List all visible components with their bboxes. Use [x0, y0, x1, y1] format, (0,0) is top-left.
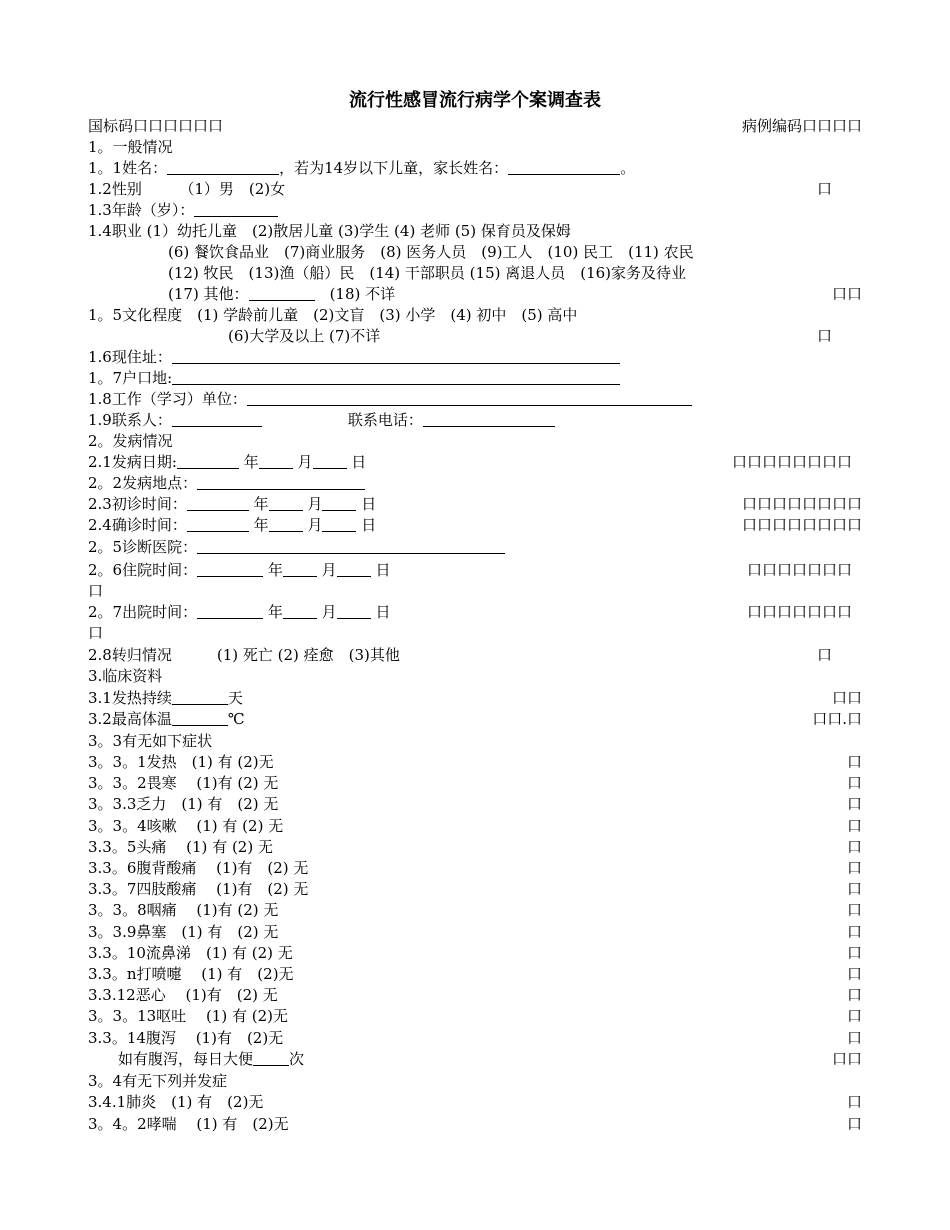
diarrhea-frequency-row: 如有腹泻，每日大便 次 [118, 1050, 305, 1068]
symptom-row-box[interactable]: 口 [846, 1007, 862, 1026]
complication-row-box[interactable]: 口 [846, 1093, 862, 1111]
occupation-row-3: (12) 牧民 (13)渔（船）民 (14) 干部职员 (15) 离退人员 (16)家务及待业 [168, 264, 687, 282]
sex-box[interactable]: 口 [816, 180, 832, 198]
confirm-box[interactable]: 口口口口口口口口 [741, 516, 862, 534]
outcome-row: 2.8转归情况 (1) 死亡 (2) 痊愈 (3)其他 [88, 646, 400, 664]
hospital-field[interactable] [197, 538, 505, 554]
symptom-row: 3。3.3乏力 (1) 有 (2) 无 [88, 795, 279, 814]
phone-field[interactable] [423, 411, 555, 427]
symptom-row-box[interactable]: 口 [846, 943, 862, 962]
workplace-row: 1.8工作（学习）单位： [88, 389, 692, 410]
symptom-row: 3.3。n打喷嚏 (1) 有 (2)无 [88, 965, 294, 983]
symptom-row: 3.3。6腹背酸痛 (1)有 (2) 无 [88, 859, 309, 877]
occupation-row-1: 1.4职业 (1）幼托儿童 (2)散居儿童 (3)学生 (4) 老师 (5) 保育员及保姆 [88, 222, 571, 240]
hukou-row: 1。7户口地: [88, 368, 620, 389]
address-row: 1.6现住址： [88, 347, 620, 368]
section-1-heading: 1。一般情况 [88, 138, 173, 156]
onset-date-row: 2.1发病日期: 年 月 日 [88, 453, 367, 471]
occupation-box[interactable]: 口口 [831, 285, 862, 303]
discharge-box[interactable]: 口口口口口口口 [746, 603, 852, 621]
discharge-row: 2。7出院时间： 年 月 日 [88, 603, 391, 621]
symptom-row: 3。3。8咽痛 (1)有 (2) 无 [88, 901, 279, 920]
symptom-row-box[interactable]: 口 [846, 859, 862, 877]
admission-box[interactable]: 口口口口口口口 [746, 561, 852, 579]
symptom-row-box[interactable]: 口 [846, 880, 862, 899]
complications-heading: 3。4有无下列并发症 [88, 1072, 228, 1090]
education-row-1: 1。5文化程度 (1) 学龄前儿童 (2)文盲 (3) 小学 (4) 初中 (5) 高中 [88, 306, 578, 324]
symptom-row: 3。3。2畏寒 (1)有 (2) 无 [88, 774, 279, 793]
symptom-row: 3。3.9鼻塞 (1) 有 (2) 无 [88, 922, 279, 941]
outcome-box[interactable]: 口 [816, 646, 832, 664]
form-title: 流行性感冒流行病学个案调查表 [349, 90, 601, 111]
first-visit-row: 2.3初诊时间： 年 月 日 [88, 495, 377, 513]
complication-row: 3。4。2哮喘 (1) 有 (2)无 [88, 1114, 289, 1133]
symptom-row: 3。3。4咳嗽 (1) 有 (2) 无 [88, 816, 284, 835]
education-box[interactable]: 口 [816, 327, 832, 345]
symptom-row: 3。3。1发热 (1) 有 (2)无 [88, 753, 274, 771]
occupation-row-4: (17) 其他： (18) 不详 [168, 285, 396, 303]
occupation-other-field[interactable] [249, 285, 315, 301]
symptom-row-box[interactable]: 口 [846, 965, 862, 983]
diarrhea-frequency-field[interactable] [253, 1050, 289, 1066]
contact-field[interactable] [172, 411, 262, 427]
symptom-row-box[interactable]: 口 [846, 1028, 862, 1047]
onset-place-row: 2。2发病地点： [88, 473, 365, 494]
symptom-row-box[interactable]: 口 [846, 816, 862, 835]
max-temp-row: 3.2最高体温 ℃ [88, 710, 245, 728]
complication-row-box[interactable]: 口 [846, 1114, 862, 1133]
section-3-heading: 3.临床资料 [88, 667, 163, 685]
education-row-2: (6)大学及以上 (7)不详 [228, 327, 381, 345]
age-field[interactable] [194, 201, 278, 217]
symptom-row: 3.3。14腹泻 (1)有 (2)无 [88, 1028, 284, 1047]
complication-row: 3.4.1肺炎 (1) 有 (2)无 [88, 1093, 264, 1111]
symptom-row-box[interactable]: 口 [846, 795, 862, 814]
symptom-row: 3.3.12恶心 (1)有 (2) 无 [88, 986, 278, 1005]
fever-days-row: 3.1发热持续 天 [88, 689, 243, 707]
max-temp-field[interactable] [172, 710, 228, 726]
symptom-row-box[interactable]: 口 [846, 753, 862, 771]
section-2-heading: 2。发病情况 [88, 432, 173, 450]
symptom-row: 3。3。13呕吐 (1) 有 (2)无 [88, 1007, 288, 1026]
discharge-box-wrap[interactable]: 口 [88, 624, 104, 642]
diarrhea-frequency-box[interactable]: 口口 [831, 1050, 862, 1068]
onset-date-box[interactable]: 口口口口口口口口 [731, 453, 852, 471]
workplace-field[interactable] [247, 390, 692, 406]
name-row: 1。1姓名： ，若为14岁以下儿童，家长姓名： 。 [88, 159, 636, 177]
address-field[interactable] [172, 348, 620, 364]
symptom-row: 3.3。10流鼻涕 (1) 有 (2) 无 [88, 943, 293, 962]
hospital-row: 2。5诊断医院： [88, 537, 505, 558]
symptom-row-box[interactable]: 口 [846, 901, 862, 920]
confirm-row: 2.4确诊时间： 年 月 日 [88, 516, 377, 534]
case-number: 病例编码口口口口 [741, 117, 862, 135]
fever-days-field[interactable] [172, 689, 228, 705]
symptom-row-box[interactable]: 口 [846, 986, 862, 1005]
admission-box-wrap[interactable]: 口 [88, 582, 104, 600]
occupation-row-2: (6) 餐饮食品业 (7)商业服务 (8) 医务人员 (9)工人 (10) 民工 (11) 农民 [168, 243, 694, 261]
name-label: 1。1姓名： [88, 159, 168, 177]
national-code: 国标码口口口口口口 [88, 117, 224, 135]
fever-days-box[interactable]: 口口 [831, 689, 862, 707]
symptom-row: 3.3。7四肢酸痛 (1)有 (2) 无 [88, 880, 309, 899]
max-temp-box[interactable]: 口口.口 [812, 710, 862, 728]
hukou-field[interactable] [172, 369, 620, 385]
symptom-row-box[interactable]: 口 [846, 774, 862, 793]
symptoms-heading: 3。3有无如下症状 [88, 732, 213, 750]
symptom-row: 3.3。5头痛 (1) 有 (2) 无 [88, 837, 273, 856]
first-visit-box[interactable]: 口口口口口口口口 [741, 495, 862, 513]
symptom-row-box[interactable]: 口 [846, 922, 862, 941]
guardian-label: ，若为14岁以下儿童，家长姓名： [279, 159, 509, 177]
onset-place-field[interactable] [197, 474, 365, 490]
guardian-name-field[interactable] [508, 159, 620, 175]
symptom-row-box[interactable]: 口 [846, 837, 862, 856]
age-row: 1.3年龄（岁）： [88, 200, 278, 221]
contact-row: 1.9联系人： 联系电话： [88, 410, 555, 431]
sex-row: 1.2性别 （1）男 (2)女 [88, 180, 286, 198]
name-field[interactable] [167, 159, 279, 175]
admission-row: 2。6住院时间： 年 月 日 [88, 561, 391, 579]
